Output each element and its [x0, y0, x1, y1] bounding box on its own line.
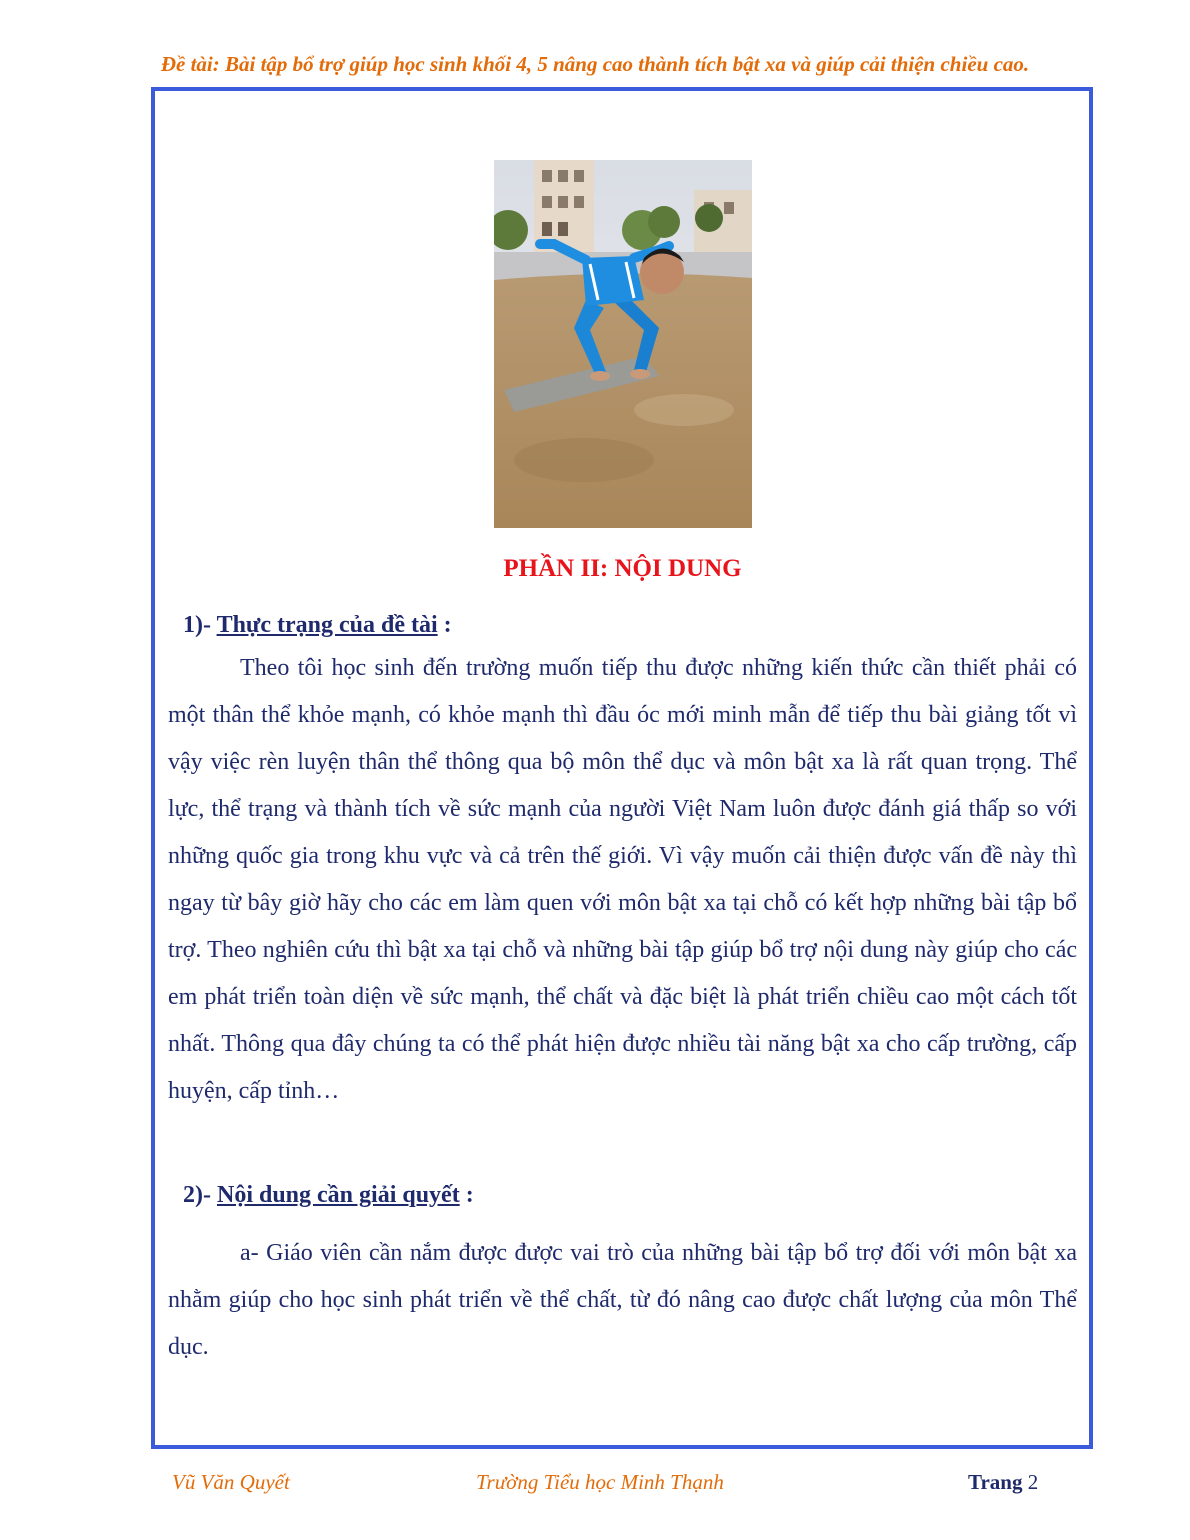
student-jump-photo: [494, 160, 752, 528]
footer-page: [968, 1470, 1038, 1495]
heading-part-1-number: 1)-: [183, 612, 217, 638]
paragraph-part-2: a- Giáo viên cần nắm được được vai trò của những bài tập bổ trợ đối với môn bật xa nhằm giúp cho học sinh phát triển về thể chất, từ đó nâng cao được chất lượng của môn Thể dục.: [168, 1240, 1077, 1360]
footer-author: Vũ Văn Quyết: [172, 1470, 290, 1494]
footer-school: Trường Tiểu học Minh Thạnh: [476, 1470, 724, 1494]
heading-part-2: [183, 1182, 474, 1209]
heading-part-1-suffix: :: [437, 612, 452, 638]
heading-part-1-title: Thực trạng của đề tài: [216, 612, 438, 638]
footer-page-number: 2: [1027, 1470, 1039, 1494]
section-title: PHẦN II: NỘI DUNG: [503, 555, 742, 582]
heading-part-2-number: 2)-: [183, 1182, 217, 1208]
heading-part-2-suffix: :: [459, 1182, 474, 1208]
paragraph-part-1: Theo tôi học sinh đến trường muốn tiếp thu được những kiến thức cần thiết phải có một thân thể khỏe mạnh, có khỏe mạnh thì đầu óc mới minh mẫn để tiếp thu bài giảng tốt vì vậy việc rèn luyện thân thể thông qua bộ môn thể dục và môn bật xa là rất quan trọng. Thể lực, thể trạng và thành tích về sức mạnh của người Việt Nam luôn được đánh giá thấp so với những quốc gia trong khu vực và cả trên thế giới. Vì vậy muốn cải thiện được vấn đề này thì ngay từ bây giờ hãy cho các em làm quen với môn bật xa tại chỗ có kết hợp những bài tập bổ trợ. Theo nghiên cứu thì bật xa tại chỗ và những bài tập giúp bổ trợ nội dung này giúp cho các em phát triển toàn diện về sức mạnh, thể chất và đặc biệt là phát triển chiều cao một cách tốt nhất. Thông qua đây chúng ta có thể phát hiện được nhiều tài năng bật xa cho cấp trường, cấp huyện, cấp tỉnh…: [168, 655, 1077, 1104]
document-header: Đề tài: Bài tập bổ trợ giúp học sinh khối 4, 5 nâng cao thành tích bật xa và giúp cải thiện chiều cao.: [160, 52, 1030, 76]
heading-part-1: [183, 612, 452, 639]
heading-part-2-title: Nội dung cần giải quyết: [216, 1182, 460, 1208]
footer-page-label: Trang: [968, 1470, 1023, 1494]
